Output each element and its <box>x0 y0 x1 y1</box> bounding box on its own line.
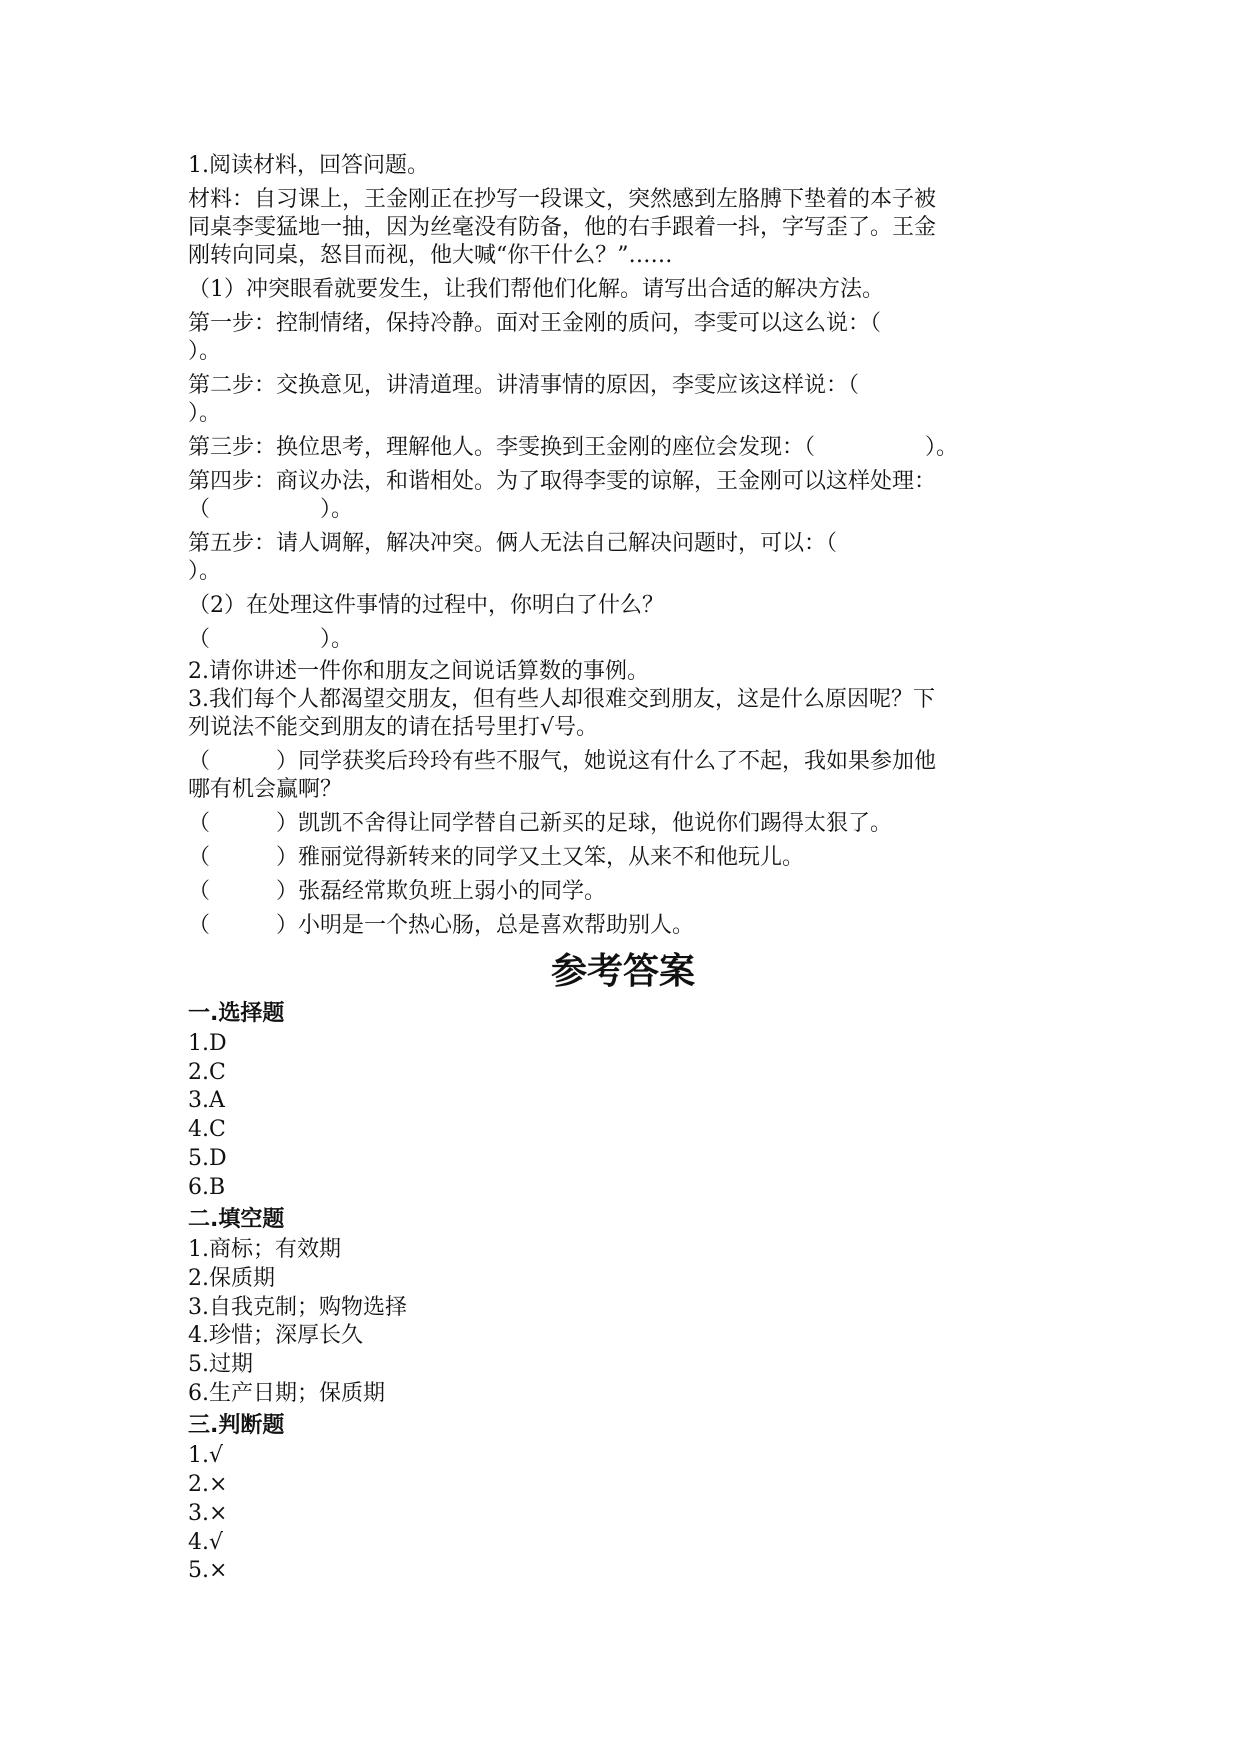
q3-option <box>188 748 1088 804</box>
q1-title: 1.阅读材料，回答问题。 <box>188 153 429 178</box>
q1-step4 <box>188 468 1088 524</box>
answers-section-items <box>188 1442 1088 1586</box>
answer-item: 3.× <box>188 1500 228 1526</box>
answer-item: 2.C <box>188 1059 226 1085</box>
answers-section-items <box>188 1030 1088 1202</box>
q1-step2 <box>188 372 1088 428</box>
q3-option: （ ）小明是一个热心肠，总是喜欢帮助别人。 <box>188 913 695 938</box>
q3-option: （ ）凯凯不舍得让同学替自己新买的足球，他说你们踢得太狠了。 <box>188 811 893 836</box>
material-line: 刚转向同桌，怒目而视，他大喊“你干什么？”…… <box>188 243 673 268</box>
q1-step3: 第三步：换位思考，理解他人。李雯换到王金刚的座位会发现：（ ）。 <box>188 435 959 460</box>
answer-item: 5.D <box>188 1145 227 1171</box>
q1-material <box>188 186 1088 270</box>
answer-item: 3.A <box>188 1088 225 1114</box>
answers-section-heading: 一.选择题 <box>188 1001 285 1026</box>
step-line: 第二步：交换意见，讲清道理。讲清事情的原因，李雯应该这样说：（ <box>188 373 860 398</box>
q3 <box>188 686 1088 742</box>
answers-section-items <box>188 1236 1088 1408</box>
answer-item: 4.珍惜；深厚长久 <box>188 1323 363 1349</box>
answer-item: 3.自我克制；购物选择 <box>188 1294 407 1320</box>
step-line: ）。 <box>188 339 222 364</box>
material-line: 材料：自习课上，王金刚正在抄写一段课文，突然感到左胳膊下垫着的本子被 <box>188 187 937 212</box>
q3-line: 3.我们每个人都渴望交朋友，但有些人却很难交到朋友，这是什么原因呢？下 <box>188 687 935 712</box>
answers-title: 参考答案 <box>550 951 695 992</box>
answer-item: 5.× <box>188 1558 228 1584</box>
q3-option: （ ）张磊经常欺负班上弱小的同学。 <box>188 879 607 904</box>
q3-line: 列说法不能交到朋友的请在括号里打√号。 <box>188 715 599 740</box>
answer-item: 4.C <box>188 1117 226 1143</box>
step-line: ）。 <box>188 559 222 584</box>
answer-item: 6.生产日期；保质期 <box>188 1380 385 1406</box>
answer-item: 2.× <box>188 1472 228 1498</box>
q2: 2.请你讲述一件你和朋友之间说话算数的事例。 <box>188 659 649 684</box>
q3-option: （ ）雅丽觉得新转来的同学又土又笨，从来不和他玩儿。 <box>188 845 805 870</box>
answer-item: 1.√ <box>188 1443 224 1469</box>
answer-item: 1.商标；有效期 <box>188 1237 341 1263</box>
option-line: （ ）同学获奖后玲玲有些不服气，她说这有什么了不起，我如果参加他 <box>188 749 937 774</box>
q1-sub2: （2）在处理这件事情的过程中，你明白了什么？ <box>188 593 664 618</box>
option-line: 哪有机会赢啊？ <box>188 777 343 802</box>
answer-item: 1.D <box>188 1031 227 1056</box>
q1-step1 <box>188 310 1088 366</box>
step-line: ）。 <box>188 401 222 426</box>
answers-section-heading: 二.填空题 <box>188 1207 285 1233</box>
q1-sub2-blank: （ ）。 <box>188 627 354 652</box>
answer-item: 5.过期 <box>188 1352 253 1378</box>
step-line: 第一步：控制情绪，保持冷静。面对王金刚的质问，李雯可以这么说：（ <box>188 311 882 336</box>
answer-item: 4.√ <box>188 1529 224 1555</box>
answer-item: 6.B <box>188 1174 226 1200</box>
material-line: 同桌李雯猛地一抽，因为丝毫没有防备，他的右手跟着一抖，字写歪了。王金 <box>188 215 937 240</box>
q1-step5 <box>188 530 1088 586</box>
step-line: （ ）。 <box>188 497 354 522</box>
step-line: 第五步：请人调解，解决冲突。俩人无法自己解决问题时，可以：（ <box>188 531 838 556</box>
answer-item: 2.保质期 <box>188 1265 275 1291</box>
document-content <box>188 152 1088 1586</box>
q1-sub1: （1）冲突眼看就要发生，让我们帮他们化解。请写出合适的解决方法。 <box>188 277 884 302</box>
step-line: 第四步：商议办法，和谐相处。为了取得李雯的谅解，王金刚可以这样处理： <box>188 469 937 494</box>
answers-section-heading: 三.判断题 <box>188 1413 285 1439</box>
